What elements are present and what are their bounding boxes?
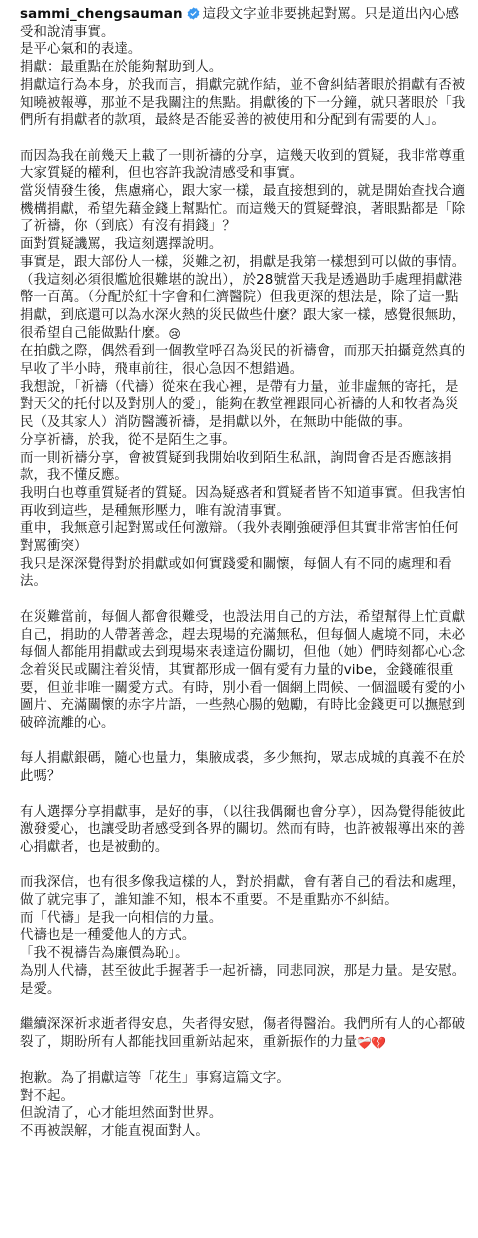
caption-paragraph-5 — [20, 874, 468, 998]
caption-line — [20, 1016, 468, 1052]
caption-line: 而「代禱」是我一向相信的力量。 — [20, 910, 223, 926]
caption-line: 重申，我無意引起對罵或任何激辯。（我外表剛強硬淨但其實非常害怕任何對罵衝突） — [20, 521, 459, 555]
caption-paragraph-7 — [20, 1070, 468, 1141]
caption-line: 在拍戲之際，偶然看到一個教堂呼召為災民的祈禱會，而那天拍攝竟然真的早收了半小時，飛車前往，很心急因不想錯過。 — [20, 344, 466, 378]
caption-line: 是平心氣和的表達。 — [20, 42, 142, 58]
caption-line: 我只是深深覺得對於捐獻或如何實踐愛和關懷，每個人有不同的處理和看法。 — [20, 556, 452, 590]
caption-lead-text: 這段文字並非要挑起對罵。只是道出內心感受和說清事實。 — [20, 7, 459, 40]
username-link[interactable]: sammi_chengsauman — [20, 7, 183, 22]
caption-line: 「我不視禱告為廉價為恥」。 — [20, 946, 189, 962]
caption-line — [20, 254, 468, 344]
caption-paragraph-0 — [20, 6, 468, 130]
caption-first-line — [20, 6, 468, 41]
caption-line: 不再被誤解，才能直視面對人。 — [20, 1124, 209, 1140]
caption-line-text: 繼續深深祈求逝者得安息，失者得安慰，傷者得醫治。我們所有人的心都破裂了，期盼所有人都能找回重新站起來，重新振作的力量 — [20, 1016, 466, 1050]
caption-line: 而一則祈禱分享，會被質疑到我開始收到陌生私訊，詢問會否是否應該捐款，我不懂反應。 — [20, 450, 452, 484]
caption-line: 對不起。 — [20, 1088, 74, 1104]
caption-paragraph-4 — [20, 804, 468, 857]
crying-face-icon: 😢 — [168, 326, 182, 341]
caption-line: 抱歉。為了捐獻這等「花生」事寫這篇文字。 — [20, 1071, 290, 1087]
caption-line: 每人捐獻銀碼，隨心也量力，集腋成裘，多少無拘，眾志成城的真義不在於此嗎？ — [20, 751, 466, 785]
caption-paragraph-2 — [20, 609, 468, 733]
caption-line: 捐獻：最重點在於能夠幫助到人。 — [20, 60, 223, 76]
caption-line: 代禱也是一種愛他人的方式。 — [20, 928, 196, 944]
caption-line: 而因為我在前幾天上載了一則祈禱的分享，這幾天收到的質疑，我非常尊重大家質疑的權利，但也容許我說清感受和事實。 — [20, 148, 466, 182]
caption-line: 但說清了，心才能坦然面對世界。 — [20, 1106, 223, 1122]
caption-paragraph-3 — [20, 750, 468, 785]
caption-line: 為別人代禱，甚至彼此手握著手一起祈禱，同悲同淚，那是力量。是安慰。是愛。 — [20, 963, 466, 997]
broken-hearts-icon: ❤️‍🩹💔 — [357, 1035, 386, 1050]
caption-line: 當災情發生後，焦慮痛心，跟大家一樣，最直接想到的，就是開始查找合適機構捐獻，希望先藉金錢上幫點忙。而這幾天的質疑聲浪，著眼點都是「除了祈禱，你（到底）有沒有捐錢」？ — [20, 184, 466, 235]
caption-line: 而我深信，也有很多像我這樣的人，對於捐獻，會有著自己的看法和處理，做了就完事了，誰知誰不知，根本不重要。不是重點亦不糾結。 — [20, 875, 466, 909]
caption-line: 我想說，「祈禱（代禱）從來在我心裡，是帶有力量，並非虛無的寄托，是對天父的托付以及對別人的愛」，能夠在教堂裡跟同心祈禱的人和牧者為災民（及其家人）消防醫護祈禱，是捐獻以外，在無助中能做的事。 — [20, 379, 459, 431]
caption-line: 有人選擇分享捐獻事，是好的事，（以往我偶爾也會分享），因為覺得能彼此激發愛心，也讓受助者感受到各界的關切。然而有時，也許被報導出來的善心捐獻者，也是被動的。 — [20, 804, 466, 855]
caption-line: 捐獻這行為本身，於我而言，捐獻完就作結，並不會糾結著眼於捐獻有否被知曉被報導，那並不是我關注的焦點。捐獻後的下一分鐘，就只著眼於「我們所有捐獻者的款項，最終是否能妥善的被使用和分配到有需要的人」。 — [20, 77, 466, 129]
caption-paragraph-1 — [20, 148, 468, 592]
caption-line: 分享祈禱，於我，從不是陌生之事。 — [20, 432, 236, 448]
caption-paragraph-6 — [20, 1016, 468, 1052]
caption-line: 面對質疑譏罵，我這刻選擇說明。 — [20, 237, 223, 253]
caption-line-text: 事實是，跟大部份人一樣，災難之初，捐獻是我第一樣想到可以做的事情。（我這刻必須很尷尬很難堪的說出），於28號當天我是透過助手處理捐獻港幣一百萬。（分配於紅十字會和仁濟醫院）但我更深的想法是，除了這一點捐獻，到底還可以為水深火熱的災民做些什麼？跟大家一樣，感覺很無助，很希望自己能做點什麼。 — [20, 254, 466, 341]
caption-line: 在災難當前，每個人都會很難受，也設法用自己的方法，希望幫得上忙貢獻自己，捐助的人帶著善念，趕去現場的充滿無私，但每個人處境不同，未必每個人都能用捐獻或去到現場來表達這份關切，但他（她）們時刻都心心念念着災民或關注着災情，其實都形成一個有愛有力量的vibe，金錢確很重要，但並非唯一關愛方式。有時，別小看一個網上問候、一個溫暖有愛的小圖片、充滿關懷的赤字片語，一些熱心腸的勉勵，有時比金錢更可以撫慰到破碎流離的心。 — [20, 609, 466, 732]
verified-badge-icon — [187, 7, 200, 20]
caption-line: 我明白也尊重質疑者的質疑。因為疑惑者和質疑者皆不知道事實。但我害怕再收到這些，是種無形壓力，唯有說清事實。 — [20, 485, 466, 519]
